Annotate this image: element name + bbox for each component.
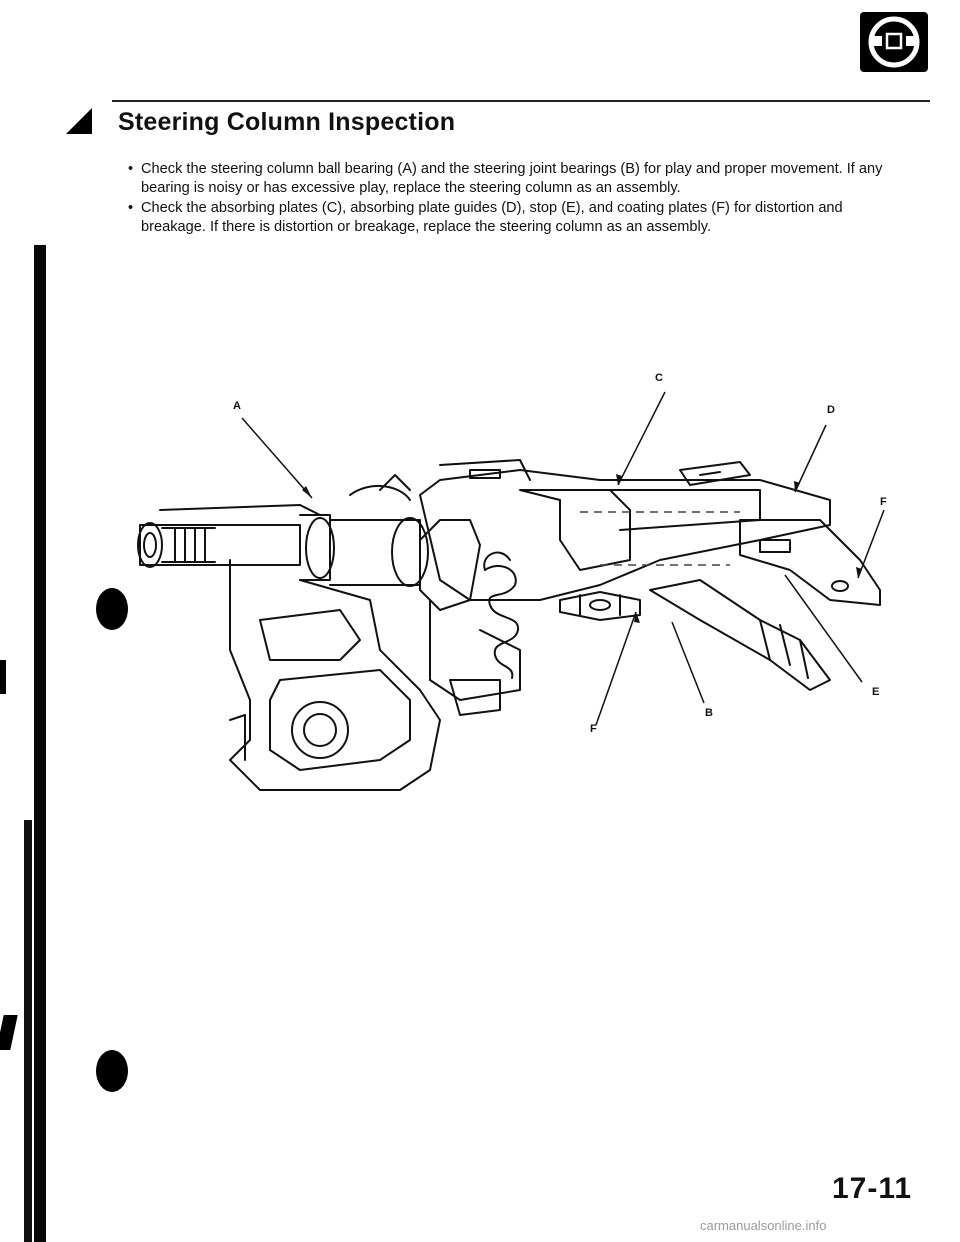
steering-column-illustration bbox=[0, 340, 960, 810]
callout-f-bottom: F bbox=[590, 723, 597, 735]
callout-b: B bbox=[705, 707, 713, 719]
callout-c: C bbox=[655, 372, 663, 384]
footer-watermark: carmanualsonline.info bbox=[700, 1218, 827, 1233]
callout-f-right: F bbox=[880, 496, 887, 508]
instruction-item: • Check the absorbing plates (C), absorbing plate guides (D), stop (E), and coating plates (F) for distortion and breakage. If there is distortion or breakage, replace the steering column as an assembly. bbox=[128, 199, 908, 236]
callout-a: A bbox=[233, 400, 241, 412]
callout-d: D bbox=[827, 404, 835, 416]
steering-column-diagram bbox=[0, 340, 960, 810]
binder-edge bbox=[24, 820, 32, 1242]
page-title: Steering Column Inspection bbox=[118, 108, 456, 136]
callout-e: E bbox=[872, 686, 880, 698]
page-number: 17-11 bbox=[832, 1172, 913, 1205]
punch-hole bbox=[96, 1050, 128, 1092]
section-marker-icon bbox=[62, 104, 96, 138]
steering-wheel-icon bbox=[860, 12, 928, 72]
scan-mark bbox=[0, 1015, 18, 1050]
instruction-item: • Check the steering column ball bearing (A) and the steering joint bearings (B) for play and proper movement. If any bearing is noisy or has excessive play, replace the steering column as an assembly. bbox=[128, 160, 908, 197]
instruction-list bbox=[128, 160, 908, 238]
section-rule bbox=[112, 100, 930, 102]
